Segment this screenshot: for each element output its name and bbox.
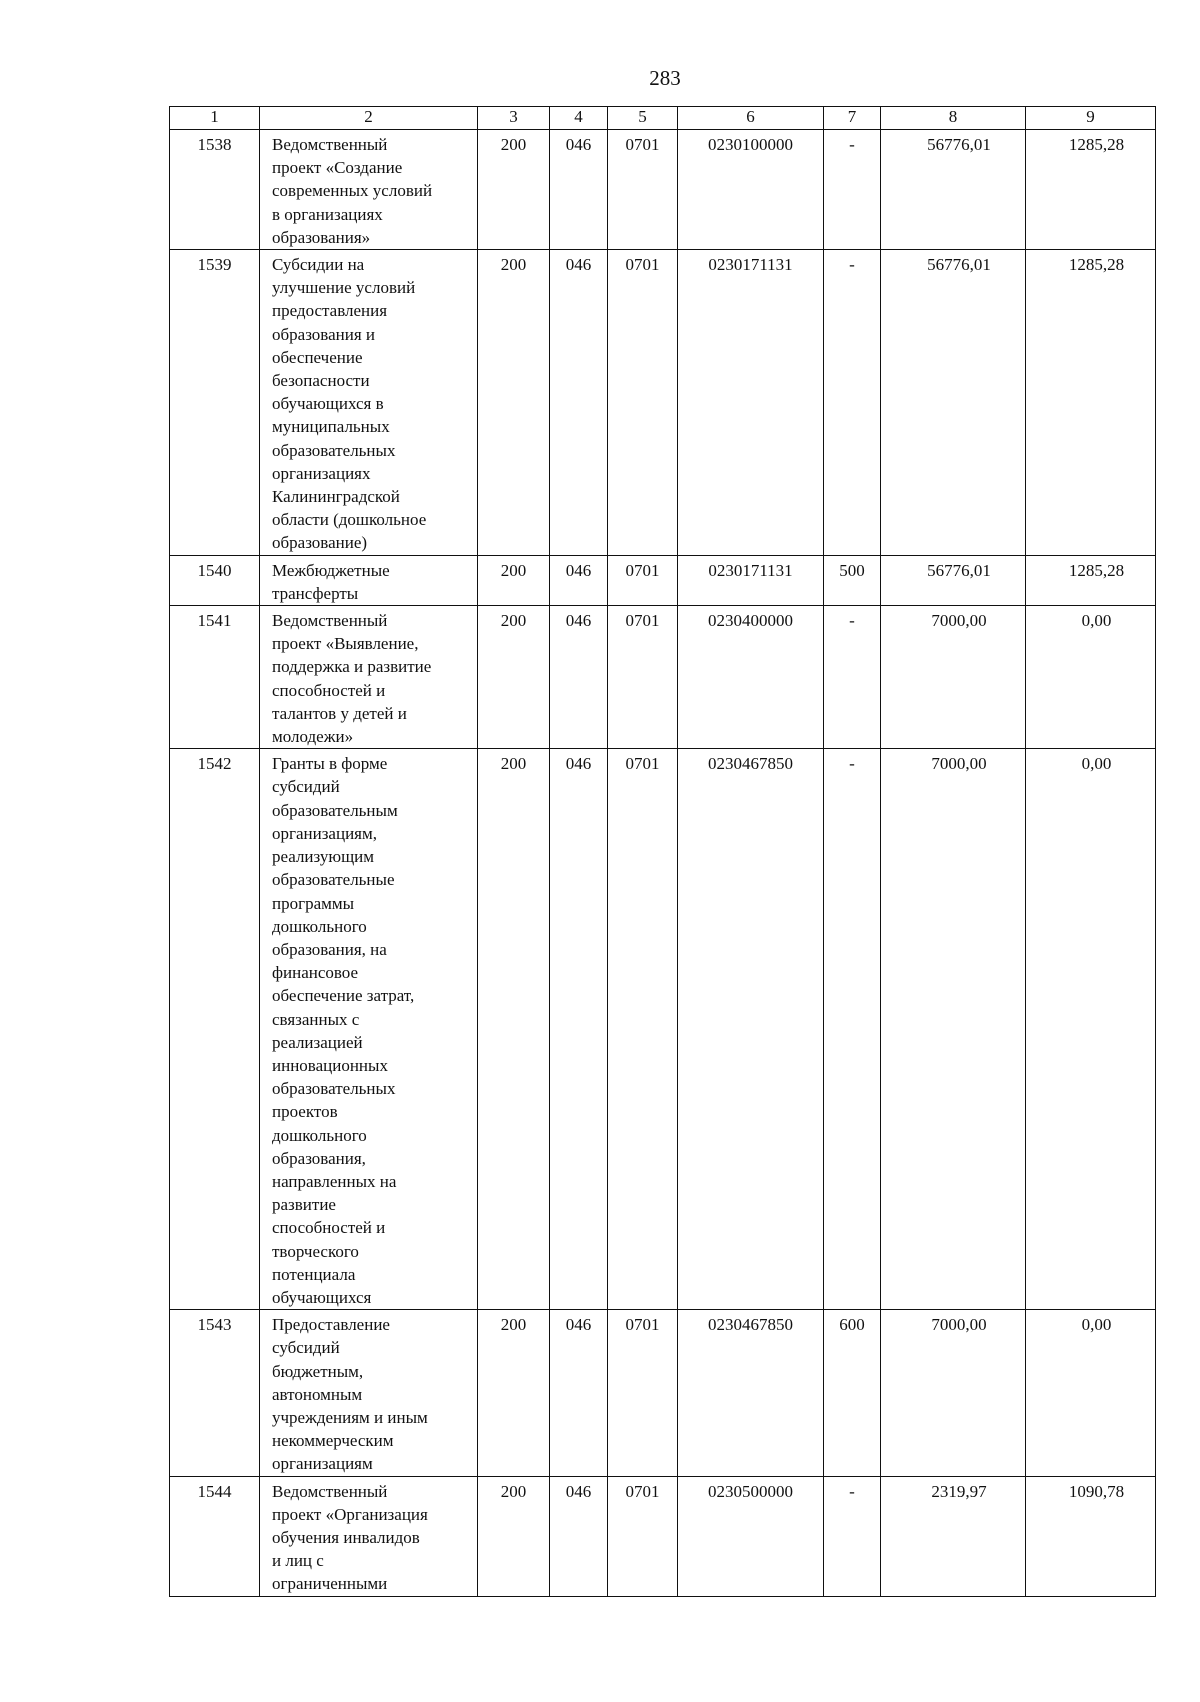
row-name-line: Предоставление bbox=[272, 1315, 390, 1335]
column-header-7: 7 bbox=[824, 107, 881, 130]
row-name-line: образовательным bbox=[272, 800, 398, 820]
row-name-line: некоммерческим bbox=[272, 1431, 394, 1451]
row-name-line: программы bbox=[272, 893, 355, 913]
row-name-line: инновационных bbox=[272, 1055, 388, 1075]
cell-col7: - bbox=[824, 606, 881, 749]
row-name-line: развитие bbox=[272, 1195, 336, 1215]
row-number: 1544 bbox=[170, 1476, 260, 1596]
row-name-line: образовательных bbox=[272, 1079, 396, 1099]
row-name-line: реализующим bbox=[272, 847, 375, 867]
row-name-line: образования и bbox=[272, 324, 376, 344]
cell-col9: 1285,28 bbox=[1026, 555, 1156, 605]
row-name-line: трансферты bbox=[272, 583, 359, 603]
row-number: 1542 bbox=[170, 749, 260, 1310]
row-name-line: обучающихся bbox=[272, 1287, 372, 1307]
row-name-line: субсидий bbox=[272, 1338, 340, 1358]
cell-col9: 0,00 bbox=[1026, 606, 1156, 749]
row-name-line: улучшение условий bbox=[272, 278, 416, 298]
cell-col5: 0701 bbox=[608, 130, 678, 250]
cell-col7: - bbox=[824, 1476, 881, 1596]
column-header-3: 3 bbox=[478, 107, 550, 130]
row-name bbox=[260, 250, 478, 556]
row-name-line: организациям bbox=[272, 1454, 373, 1474]
row-name-line: творческого bbox=[272, 1241, 359, 1261]
row-name-line: и лиц с bbox=[272, 1551, 324, 1571]
row-name-line: молодежи» bbox=[272, 727, 354, 747]
column-header-8: 8 bbox=[881, 107, 1026, 130]
row-name-line: дошкольного bbox=[272, 1125, 367, 1145]
cell-col4: 046 bbox=[550, 1310, 608, 1476]
row-name-line: образование) bbox=[272, 533, 368, 553]
cell-col3: 200 bbox=[478, 250, 550, 556]
cell-col9: 0,00 bbox=[1026, 1310, 1156, 1476]
table-row bbox=[170, 1310, 1156, 1476]
row-number: 1538 bbox=[170, 130, 260, 250]
row-name-line: способностей и bbox=[272, 680, 386, 700]
row-name-line: современных условий bbox=[272, 181, 433, 201]
row-name-line: образовательные bbox=[272, 870, 395, 890]
row-name-line: ограниченными bbox=[272, 1574, 388, 1594]
cell-col9: 0,00 bbox=[1026, 749, 1156, 1310]
row-name-line: Субсидии на bbox=[272, 255, 365, 275]
cell-col8: 56776,01 bbox=[881, 250, 1026, 556]
table-body bbox=[170, 130, 1156, 1597]
cell-col7: - bbox=[824, 130, 881, 250]
row-number: 1543 bbox=[170, 1310, 260, 1476]
cell-col8: 56776,01 bbox=[881, 130, 1026, 250]
cell-col5: 0701 bbox=[608, 555, 678, 605]
cell-col4: 046 bbox=[550, 1476, 608, 1596]
row-name bbox=[260, 1310, 478, 1476]
row-name bbox=[260, 1476, 478, 1596]
row-name-line: Ведомственный bbox=[272, 135, 388, 154]
row-name-line: финансовое bbox=[272, 963, 359, 983]
cell-col6: 0230500000 bbox=[678, 1476, 824, 1596]
row-name bbox=[260, 130, 478, 250]
cell-col9: 1285,28 bbox=[1026, 130, 1156, 250]
cell-col5: 0701 bbox=[608, 606, 678, 749]
column-header-1: 1 bbox=[170, 107, 260, 130]
row-name-line: Гранты в форме bbox=[272, 754, 388, 774]
cell-col5: 0701 bbox=[608, 1476, 678, 1596]
cell-col9: 1285,28 bbox=[1026, 250, 1156, 556]
cell-col7: 600 bbox=[824, 1310, 881, 1476]
cell-col6: 0230100000 bbox=[678, 130, 824, 250]
row-name-line: бюджетным, bbox=[272, 1361, 364, 1381]
cell-col5: 0701 bbox=[608, 1310, 678, 1476]
cell-col8: 2319,97 bbox=[881, 1476, 1026, 1596]
row-name-line: способностей и bbox=[272, 1218, 386, 1238]
cell-col4: 046 bbox=[550, 250, 608, 556]
cell-col7: - bbox=[824, 250, 881, 556]
row-number: 1540 bbox=[170, 555, 260, 605]
table-row bbox=[170, 555, 1156, 605]
cell-col4: 046 bbox=[550, 606, 608, 749]
cell-col3: 200 bbox=[478, 1310, 550, 1476]
column-header-9: 9 bbox=[1026, 107, 1156, 130]
column-header-5: 5 bbox=[608, 107, 678, 130]
cell-col7: 500 bbox=[824, 555, 881, 605]
column-header-4: 4 bbox=[550, 107, 608, 130]
table-row bbox=[170, 250, 1156, 556]
cell-col4: 046 bbox=[550, 555, 608, 605]
header-row bbox=[170, 107, 1156, 130]
row-name-line: автономным bbox=[272, 1384, 363, 1404]
cell-col4: 046 bbox=[550, 130, 608, 250]
row-name-line: Ведомственный bbox=[272, 1481, 388, 1501]
row-name-line: образования, на bbox=[272, 939, 387, 959]
cell-col7: - bbox=[824, 749, 881, 1310]
row-name-line: проект «Организация bbox=[272, 1504, 428, 1524]
row-name-line: в организациях bbox=[272, 204, 383, 224]
cell-col3: 200 bbox=[478, 555, 550, 605]
row-name-line: субсидий bbox=[272, 777, 340, 797]
row-name-line: потенциала bbox=[272, 1264, 356, 1284]
column-header-6: 6 bbox=[678, 107, 824, 130]
row-name-line: обучения инвалидов bbox=[272, 1527, 420, 1547]
row-name-line: талантов у детей и bbox=[272, 703, 407, 723]
row-name-line: направленных на bbox=[272, 1171, 397, 1191]
cell-col3: 200 bbox=[478, 749, 550, 1310]
row-name-line: Межбюджетные bbox=[272, 560, 390, 580]
row-name-line: образования, bbox=[272, 1148, 366, 1168]
cell-col6: 0230171131 bbox=[678, 555, 824, 605]
table-row bbox=[170, 1476, 1156, 1596]
row-name-line: проектов bbox=[272, 1102, 338, 1122]
cell-col6: 0230171131 bbox=[678, 250, 824, 556]
cell-col4: 046 bbox=[550, 749, 608, 1310]
row-name-line: области (дошкольное bbox=[272, 510, 427, 530]
cell-col8: 7000,00 bbox=[881, 606, 1026, 749]
row-number: 1539 bbox=[170, 250, 260, 556]
cell-col3: 200 bbox=[478, 1476, 550, 1596]
cell-col8: 7000,00 bbox=[881, 749, 1026, 1310]
row-name-line: поддержка и развитие bbox=[272, 657, 432, 677]
row-name-line: Ведомственный bbox=[272, 611, 388, 631]
budget-table bbox=[169, 106, 1156, 1597]
row-name-line: учреждениям и иным bbox=[272, 1407, 428, 1427]
row-name-line: обеспечение bbox=[272, 347, 363, 367]
row-name-line: обеспечение затрат, bbox=[272, 986, 415, 1006]
row-name-line: проект «Создание bbox=[272, 158, 403, 178]
row-name-line: образовательных bbox=[272, 440, 396, 460]
row-name-line: обучающихся в bbox=[272, 394, 384, 414]
column-header-2: 2 bbox=[260, 107, 478, 130]
table-header bbox=[170, 107, 1156, 130]
table-row bbox=[170, 606, 1156, 749]
cell-col5: 0701 bbox=[608, 749, 678, 1310]
row-name-line: организациям, bbox=[272, 823, 377, 843]
row-number: 1541 bbox=[170, 606, 260, 749]
cell-col3: 200 bbox=[478, 130, 550, 250]
row-name-line: муниципальных bbox=[272, 417, 390, 437]
row-name bbox=[260, 555, 478, 605]
cell-col6: 0230467850 bbox=[678, 749, 824, 1310]
row-name-line: организациях bbox=[272, 463, 371, 483]
cell-col6: 0230400000 bbox=[678, 606, 824, 749]
cell-col8: 56776,01 bbox=[881, 555, 1026, 605]
row-name bbox=[260, 606, 478, 749]
cell-col6: 0230467850 bbox=[678, 1310, 824, 1476]
row-name-line: безопасности bbox=[272, 371, 370, 391]
page-number: 283 bbox=[649, 66, 681, 90]
cell-col8: 7000,00 bbox=[881, 1310, 1026, 1476]
cell-col5: 0701 bbox=[608, 250, 678, 556]
row-name-line: связанных с bbox=[272, 1009, 360, 1029]
table-row bbox=[170, 749, 1156, 1310]
row-name bbox=[260, 749, 478, 1310]
table-row bbox=[170, 130, 1156, 250]
row-name-line: реализацией bbox=[272, 1032, 363, 1052]
row-name-line: образования» bbox=[272, 227, 371, 247]
row-name-line: дошкольного bbox=[272, 916, 367, 936]
cell-col3: 200 bbox=[478, 606, 550, 749]
row-name-line: Калининградской bbox=[272, 487, 400, 507]
row-name-line: предоставления bbox=[272, 301, 388, 321]
cell-col9: 1090,78 bbox=[1026, 1476, 1156, 1596]
row-name-line: проект «Выявление, bbox=[272, 634, 419, 654]
